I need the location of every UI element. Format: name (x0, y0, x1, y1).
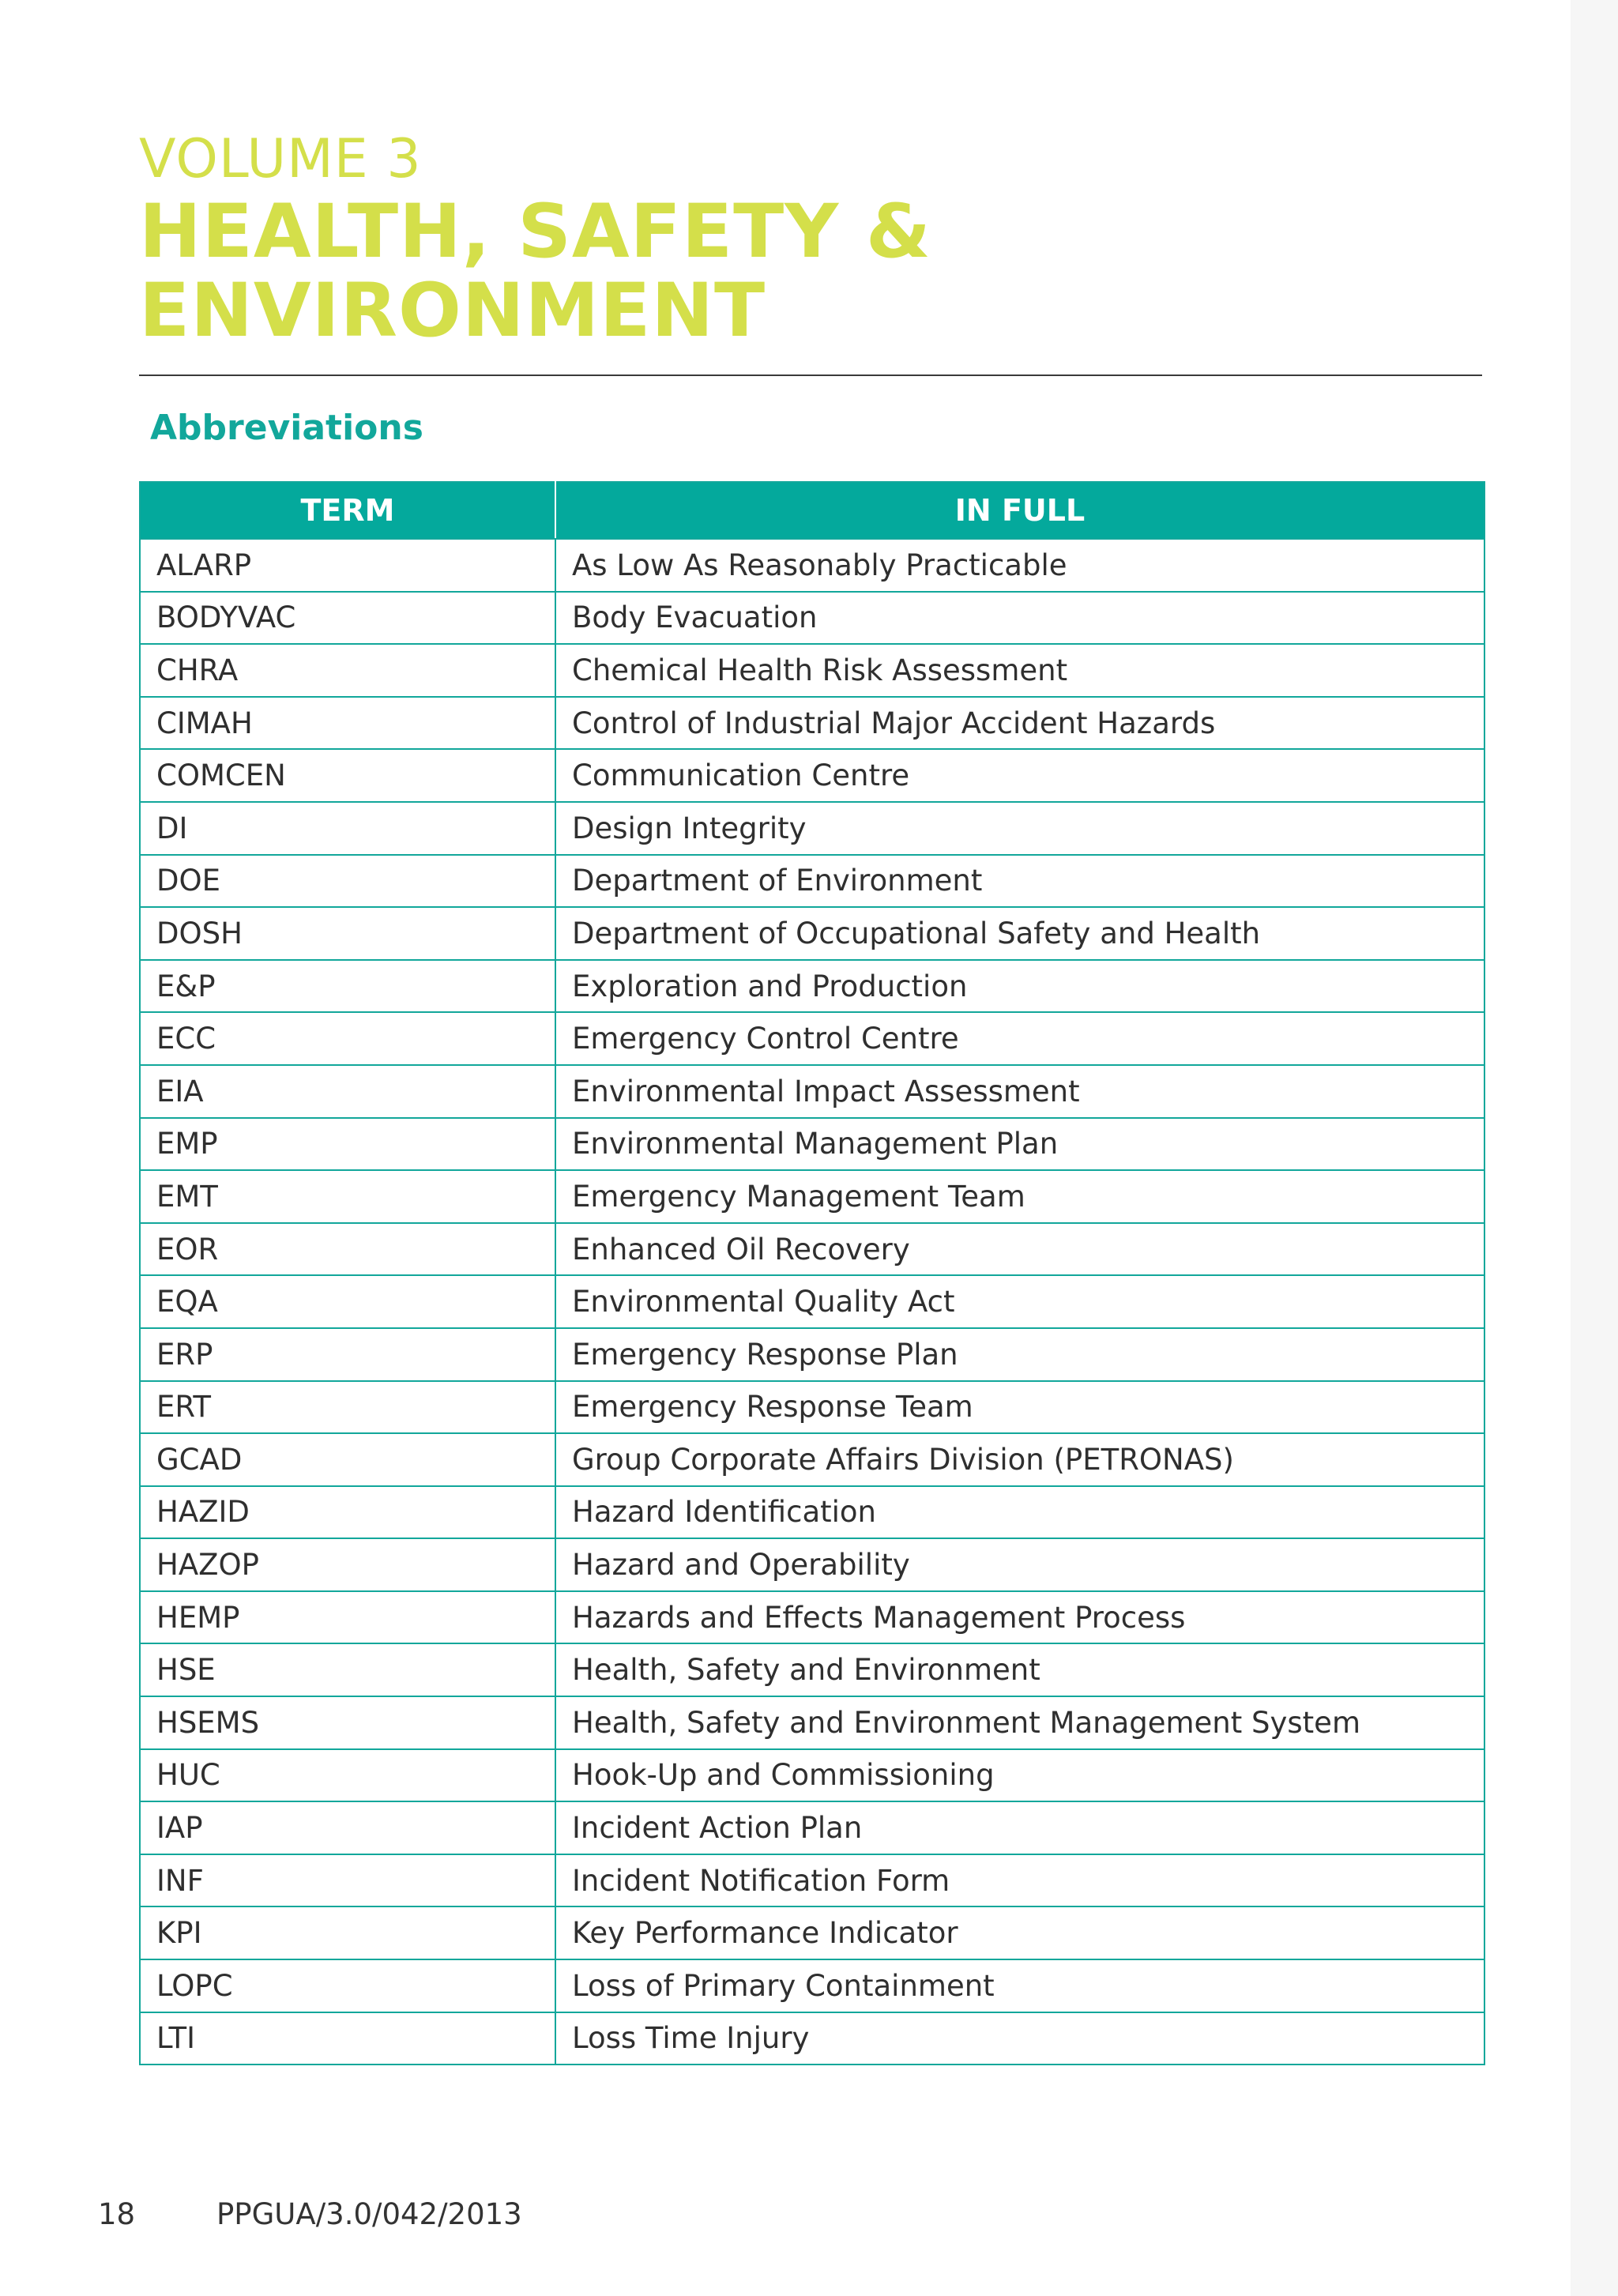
term-cell: HEMP (140, 1591, 555, 1644)
in-full-cell: Emergency Response Team (555, 1381, 1484, 1434)
table-row (140, 1696, 1484, 1749)
term-cell: INF (140, 1854, 555, 1907)
in-full-cell: Communication Centre (555, 749, 1484, 802)
table-row (140, 907, 1484, 960)
table-row (140, 1012, 1484, 1065)
term-cell: KPI (140, 1906, 555, 1959)
term-cell: LOPC (140, 1959, 555, 2012)
in-full-cell: Hazards and Effects Management Process (555, 1591, 1484, 1644)
volume-label: VOLUME 3 (139, 128, 422, 190)
in-full-cell: Design Integrity (555, 802, 1484, 855)
table-row (140, 592, 1484, 645)
document-header (139, 126, 1482, 354)
term-cell: GCAD (140, 1433, 555, 1486)
table-row (140, 1381, 1484, 1434)
page-edge-shade (1571, 0, 1618, 2296)
in-full-cell: Environmental Impact Assessment (555, 1065, 1484, 1118)
column-header-in-full: IN FULL (555, 482, 1484, 539)
term-cell: EIA (140, 1065, 555, 1118)
in-full-cell: Emergency Control Centre (555, 1012, 1484, 1065)
in-full-cell: Incident Notification Form (555, 1854, 1484, 1907)
term-cell: LTI (140, 2012, 555, 2065)
table-row (140, 2012, 1484, 2065)
term-cell: E&P (140, 960, 555, 1013)
table-row (140, 1433, 1484, 1486)
volume-title-line-2: ENVIRONMENT (139, 268, 766, 354)
in-full-cell: Control of Industrial Major Accident Hazards (555, 697, 1484, 750)
term-cell: ERT (140, 1381, 555, 1434)
term-cell: DOSH (140, 907, 555, 960)
in-full-cell: Body Evacuation (555, 592, 1484, 645)
table-row (140, 1170, 1484, 1223)
in-full-cell: Hook-Up and Commissioning (555, 1749, 1484, 1802)
table-row (140, 697, 1484, 750)
term-cell: EMP (140, 1118, 555, 1171)
term-cell: CHRA (140, 644, 555, 697)
in-full-cell: Department of Environment (555, 855, 1484, 908)
table-row (140, 749, 1484, 802)
table-row (140, 1591, 1484, 1644)
table-row (140, 802, 1484, 855)
in-full-cell: Hazard Identification (555, 1486, 1484, 1539)
in-full-cell: Chemical Health Risk Assessment (555, 644, 1484, 697)
table-row (140, 1275, 1484, 1328)
table-row (140, 1486, 1484, 1539)
table-row (140, 1065, 1484, 1118)
in-full-cell: Environmental Quality Act (555, 1275, 1484, 1328)
table-row (140, 1643, 1484, 1696)
term-cell: EQA (140, 1275, 555, 1328)
term-cell: EOR (140, 1223, 555, 1276)
header-divider (139, 375, 1482, 376)
in-full-cell: Emergency Management Team (555, 1170, 1484, 1223)
table-row (140, 1801, 1484, 1854)
in-full-cell: Health, Safety and Environment (555, 1643, 1484, 1696)
section-title: Abbreviations (150, 408, 423, 448)
term-cell: DI (140, 802, 555, 855)
table-row (140, 1906, 1484, 1959)
term-cell: HAZOP (140, 1538, 555, 1591)
page-footer (98, 2195, 522, 2234)
in-full-cell: Enhanced Oil Recovery (555, 1223, 1484, 1276)
term-cell: EMT (140, 1170, 555, 1223)
table-row (140, 539, 1484, 592)
table-row (140, 855, 1484, 908)
in-full-cell: Department of Occupational Safety and Health (555, 907, 1484, 960)
table-row (140, 1959, 1484, 2012)
in-full-cell: Group Corporate Affairs Division (PETRONAS) (555, 1433, 1484, 1486)
table-header-row (140, 482, 1484, 539)
table-row (140, 1538, 1484, 1591)
in-full-cell: Incident Action Plan (555, 1801, 1484, 1854)
in-full-cell: As Low As Reasonably Practicable (555, 539, 1484, 592)
column-header-term: TERM (140, 482, 555, 539)
term-cell: HAZID (140, 1486, 555, 1539)
in-full-cell: Exploration and Production (555, 960, 1484, 1013)
in-full-cell: Loss Time Injury (555, 2012, 1484, 2065)
term-cell: DOE (140, 855, 555, 908)
in-full-cell: Environmental Management Plan (555, 1118, 1484, 1171)
term-cell: HSE (140, 1643, 555, 1696)
table-body (140, 539, 1484, 2065)
term-cell: COMCEN (140, 749, 555, 802)
in-full-cell: Emergency Response Plan (555, 1328, 1484, 1381)
document-code: PPGUA/3.0/042/2013 (216, 2197, 522, 2231)
term-cell: CIMAH (140, 697, 555, 750)
table-row (140, 1118, 1484, 1171)
in-full-cell: Hazard and Operability (555, 1538, 1484, 1591)
abbreviations-table (139, 481, 1485, 2065)
in-full-cell: Loss of Primary Containment (555, 1959, 1484, 2012)
term-cell: IAP (140, 1801, 555, 1854)
table-row (140, 644, 1484, 697)
term-cell: ECC (140, 1012, 555, 1065)
term-cell: HUC (140, 1749, 555, 1802)
table-row (140, 1854, 1484, 1907)
term-cell: HSEMS (140, 1696, 555, 1749)
in-full-cell: Key Performance Indicator (555, 1906, 1484, 1959)
table-row (140, 1749, 1484, 1802)
table-row (140, 960, 1484, 1013)
page-number: 18 (98, 2197, 136, 2231)
volume-title-line-1: HEALTH, SAFETY & (139, 189, 931, 275)
term-cell: ERP (140, 1328, 555, 1381)
table-row (140, 1223, 1484, 1276)
table-row (140, 1328, 1484, 1381)
term-cell: ALARP (140, 539, 555, 592)
in-full-cell: Health, Safety and Environment Management System (555, 1696, 1484, 1749)
term-cell: BODYVAC (140, 592, 555, 645)
